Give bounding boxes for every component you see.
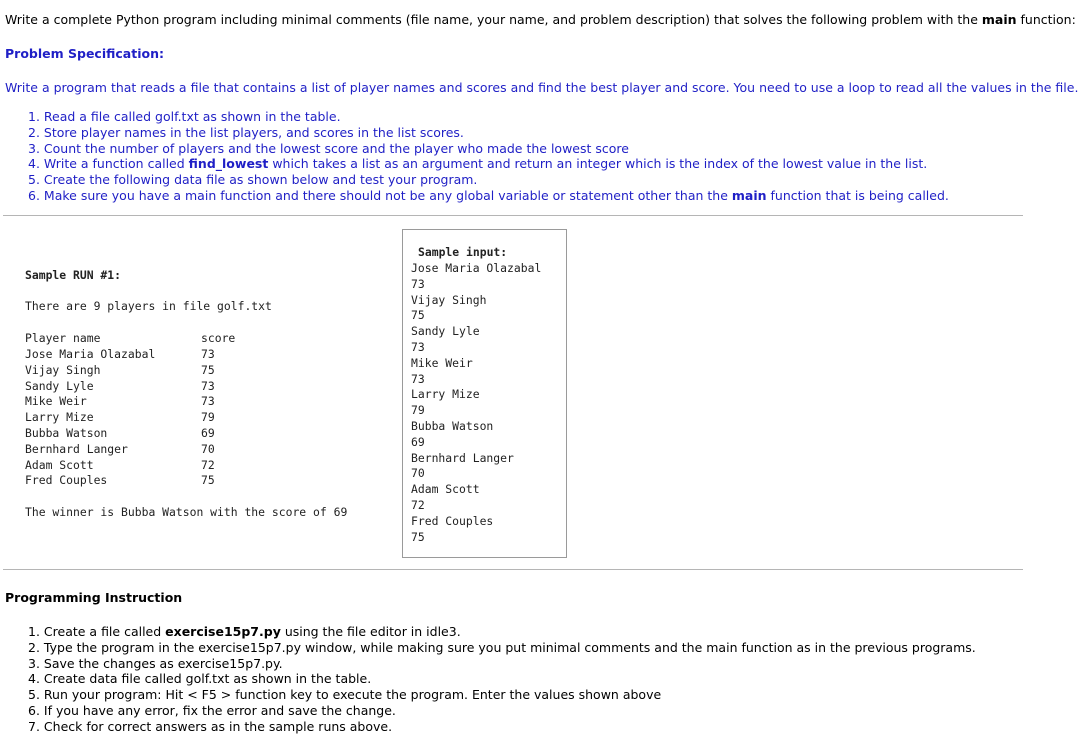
sample-input-line: 70 [411,466,425,481]
player-score: 75 [201,473,215,488]
programming-item: 6. If you have any error, fix the error and save the change. [28,702,396,718]
intro-bold-main: main [981,12,1017,27]
programming-item: 2. Type the program in the exercise15p7.py window, while making sure you put minimal comments and the main function as in the previous programs. [28,639,976,655]
player-name: Bubba Watson [25,426,108,440]
spec-item: 4. Write a function called find_lowest which takes a list as an argument and return an integer which is the index of the lowest value in the list. [28,156,928,172]
find-lowest-bold: find_lowest [188,156,269,172]
intro-text [5,12,1076,27]
player-name: Adam Scott [25,457,94,472]
programming-item: 5. Run your program: Hit < F5 > function key to execute the program. Enter the values shown above [28,687,662,703]
sample-input-title: Sample input: [418,245,508,259]
programming-list [28,624,976,735]
programming-item: 1. Create a file called exercise15p7.py using the file editor in idle3. [28,624,461,639]
sample-input-line: Bernhard Langer [411,450,514,465]
sample-input-line: Adam Scott [411,482,480,497]
sample-input-line: Mike Weir [411,355,473,370]
player-score: 69 [201,426,215,440]
column-header-name: Player name [25,331,101,345]
sample-input-line: 73 [411,371,425,386]
column-header-score: score [201,331,236,345]
player-name: Bernhard Langer [25,441,128,456]
player-name: Jose Maria Olazabal [25,347,156,361]
programming-item: 7. Check for correct answers as in the sample runs above. [28,718,393,734]
sample-input-line: 75 [411,529,425,544]
filename-bold: exercise15p7.py [165,624,281,639]
player-name: Mike Weir [25,394,87,409]
player-name: Vijay Singh [25,362,101,377]
sample-input-line: Vijay Singh [411,292,487,307]
main-bold: main [731,187,767,203]
player-name: Larry Mize [25,410,94,425]
sample-input-line: Sandy Lyle [411,324,480,339]
intro-before: Write a complete Python program including minimal comments (file name, your name, and problem description) that solves the following problem with the [5,12,982,27]
divider [3,215,1023,216]
sample-input-lines [411,261,541,545]
spec-title: Problem Specification: [5,46,164,61]
spec-item: 5. Create the following data file as shown below and test your program. [28,172,478,188]
sample-run-title: Sample RUN #1: [25,268,122,282]
intro-after: function: [1016,12,1076,27]
player-score: 75 [201,362,215,377]
divider [3,569,1023,570]
spec-item: 3. Count the number of players and the lowest score and the player who made the lowest score [28,140,629,156]
player-score: 72 [201,457,215,472]
programming-item: 3. Save the changes as exercise15p7.py. [28,655,283,671]
spec-description: Write a program that reads a file that contains a list of player names and scores and find the best player and score. You need to use a loop to read all the values in the file. [5,80,1078,95]
player-name: Fred Couples [25,473,108,488]
player-score: 79 [201,410,215,425]
player-score: 70 [201,441,215,456]
player-score: 73 [201,347,215,361]
spec-item: 2. Store player names in the list players, and scores in the list scores. [28,124,464,140]
sample-input-line: 73 [411,339,425,354]
programming-item: 4. Create data file called golf.txt as shown in the table. [28,671,372,687]
sample-input-line: Bubba Watson [411,418,494,433]
sample-input-line: 72 [411,497,425,512]
sample-input-line: 73 [411,276,425,291]
player-name: Sandy Lyle [25,378,94,393]
sample-input-line: 75 [411,308,425,323]
sample-input-line: Fred Couples [411,513,494,528]
player-score: 73 [201,378,215,393]
spec-item: 1. Read a file called golf.txt as shown in the table. [28,109,341,124]
sample-input-line: 69 [411,434,425,449]
programming-title: Programming Instruction [5,590,183,605]
player-count-line: There are 9 players in file golf.txt [25,299,272,313]
spec-item: 6. Make sure you have a main function and there should not be any global variable or statement other than the main function that is being called. [28,187,949,203]
sample-input-line: Larry Mize [411,387,480,402]
sample-input-line: Jose Maria Olazabal [411,261,542,275]
winner-line: The winner is Bubba Watson with the score of 69 [25,505,348,519]
player-score: 73 [201,394,215,409]
spec-list [28,109,949,204]
sample-input-line: 79 [411,403,425,418]
